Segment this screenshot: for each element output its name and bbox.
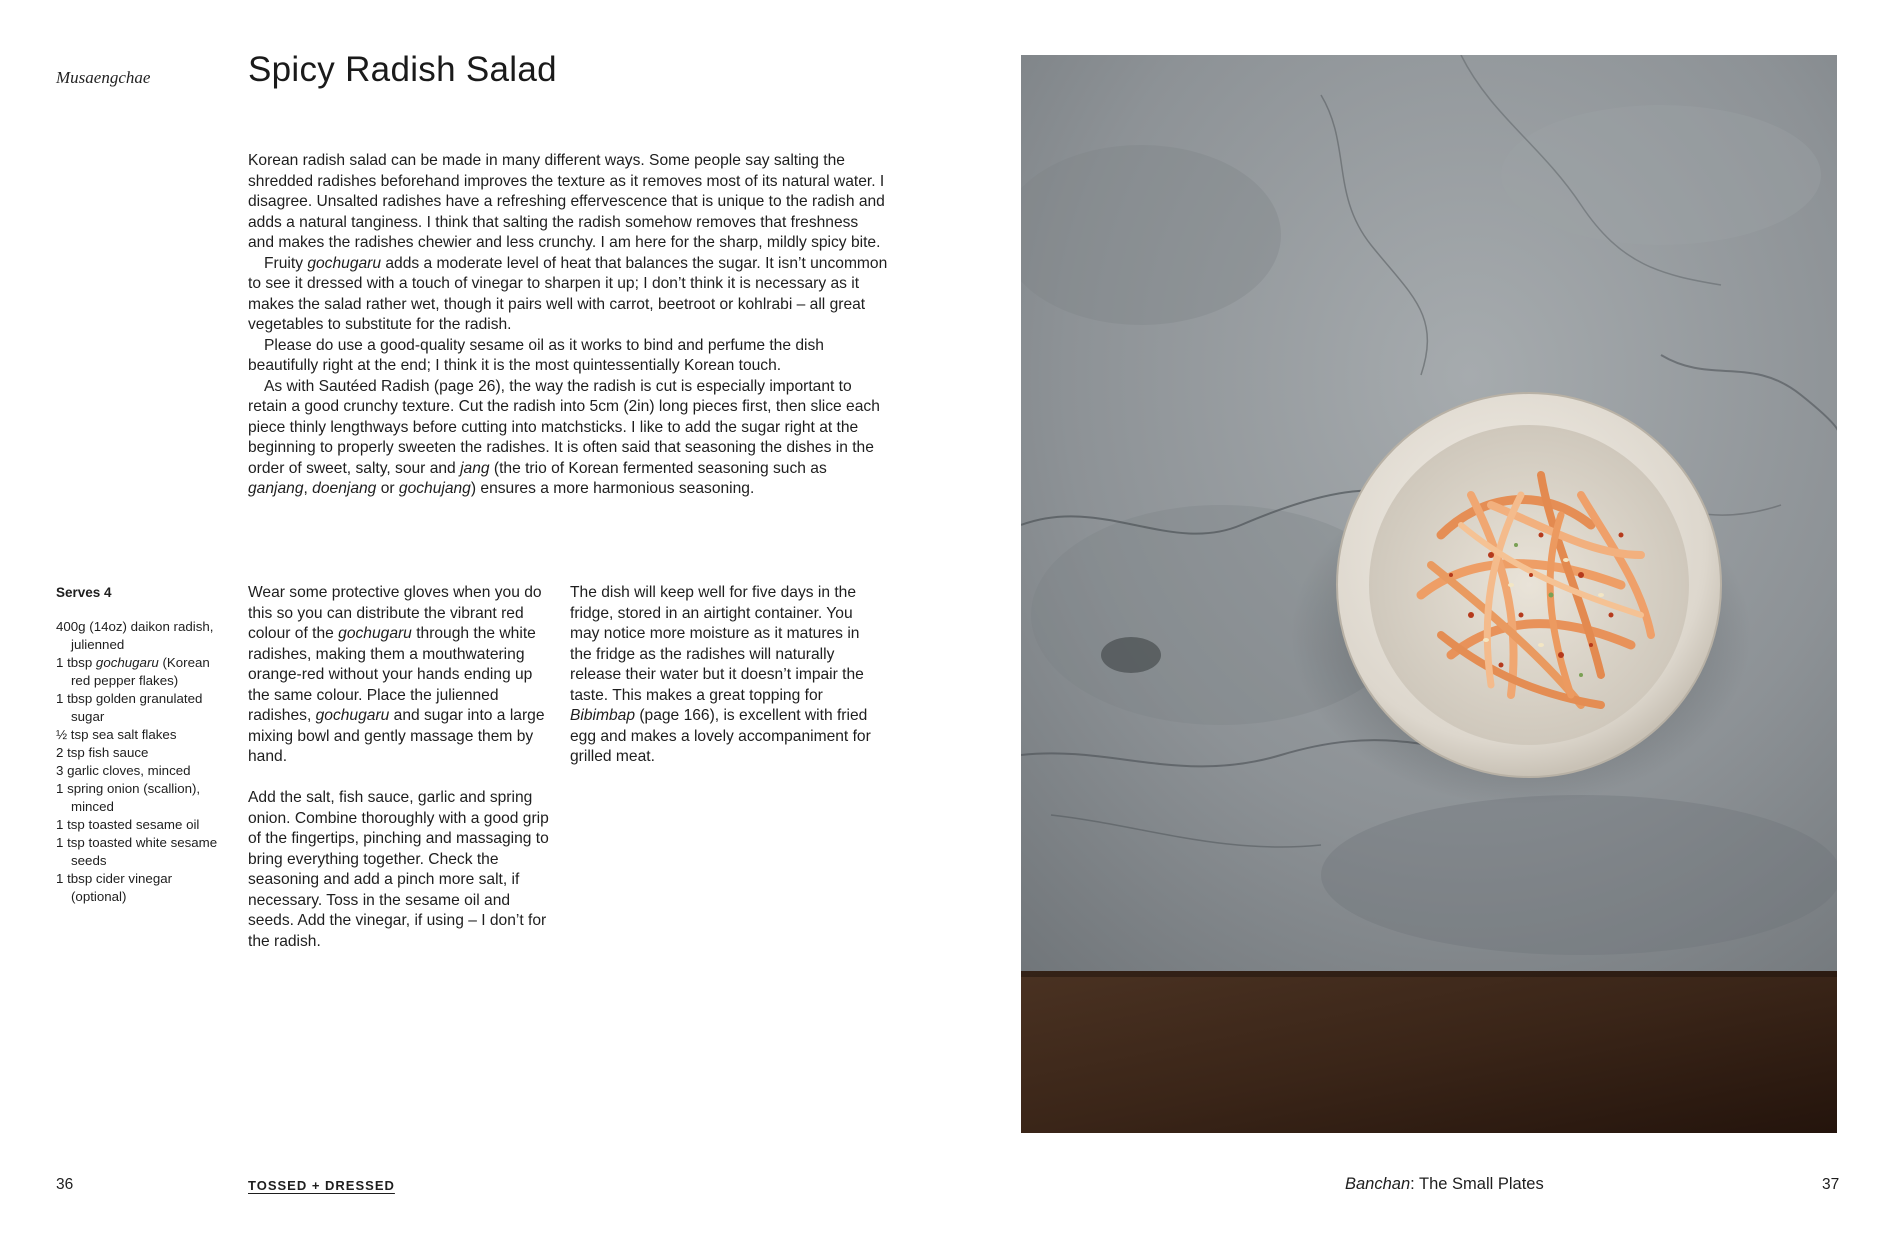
book-title [1345, 1175, 1544, 1194]
ingredient-item: 1 tbsp golden granulated sugar [56, 691, 203, 724]
serves-heading: Serves 4 [56, 585, 112, 600]
ingredient-item: 400g (14oz) daikon radish, julienned [56, 619, 214, 652]
method-paragraph: The dish will keep well for five days in the fridge, stored in an airtight container. You may notice more moisture as it matures in the fridge as the radishes will naturally release their water but it doesn’t impair the taste. This makes a great topping for Bibimbap (page 166), is excellent with fried egg and makes a lovely accompaniment for grilled meat. [570, 584, 871, 765]
ingredient-item: 2 tsp fish sauce [56, 745, 149, 760]
intro-paragraph: Korean radish salad can be made in many different ways. Some people say salting the shredded radishes beforehand improves the texture as it removes most of its natural water. I disagree. Unsalted radishes have a refreshing effervescence that is unique to the radish and adds a natural tanginess. I think that salting the radish somehow removes that freshness and makes the radishes chewier and less crunchy. I am here for the sharp, mildly spicy bite. [248, 152, 885, 251]
method-column-1 [248, 583, 558, 973]
ingredient-item: 1 spring onion (scallion), minced [56, 781, 201, 814]
method-paragraph: Add the salt, fish sauce, garlic and spring onion. Combine thoroughly with a good grip of the fingertips, pinching and massaging to bring everything together. Check the seasoning and add a pinch more salt, if necessary. Toss in the sesame oil and seeds. Add the vinegar, if using – I don’t for the radish. [248, 789, 549, 950]
page-number-right: 37 [1822, 1176, 1840, 1193]
intro-paragraph: Fruity gochugaru adds a moderate level of heat that balances the sugar. It isn’t uncommon to see it dressed with a touch of vinegar to sharpen it up; I don’t think it is necessary as it makes the salad rather wet, though it pairs well with carrot, beetroot or kohlrabi – all great vegetables to substitute for the radish. [248, 254, 888, 333]
ingredient-list [56, 618, 231, 906]
radish-salad-photo [1021, 55, 1837, 1133]
method-column-2 [570, 583, 880, 788]
page-number-left: 36 [56, 1176, 74, 1193]
recipe-korean-name: Musaengchae [56, 68, 151, 87]
method-paragraph: Wear some protective gloves when you do this so you can distribute the vibrant red colour of the gochugaru through the white radishes, making them a mouthwatering orange-red without your hands ending up the same colour. Place the julienned radishes, gochugaru and sugar into a large mixing bowl and gently massage them by hand. [248, 584, 545, 765]
ingredient-item: 3 garlic cloves, minced [56, 763, 191, 778]
book-title-rest: : The Small Plates [1410, 1175, 1544, 1193]
intro-paragraph: Please do use a good-quality sesame oil as it works to bind and perfume the dish beautifully right at the end; I think it is the most quintessentially Korean touch. [248, 336, 824, 374]
ingredient-item: ½ tsp sea salt flakes [56, 727, 177, 742]
ingredient-item: 1 tsp toasted white sesame seeds [56, 835, 218, 868]
intro-text [248, 151, 888, 500]
recipe-title: Spicy Radish Salad [248, 50, 557, 89]
book-title-italic: Banchan [1345, 1175, 1411, 1193]
ingredient-item: 1 tbsp cider vinegar (optional) [56, 871, 173, 904]
ingredient-item: 1 tsp toasted sesame oil [56, 817, 200, 832]
intro-paragraph: As with Sautéed Radish (page 26), the way the radish is cut is especially important to retain a good crunchy texture. Cut the radish into 5cm (2in) long pieces first, then slice each piece thinly lengthways before cutting into matchsticks. I like to add the sugar right at the beginning to properly sweeten the radishes. It is often said that seasoning the dishes in the order of sweet, salty, sour and jang (the trio of Korean fermented seasoning such as ganjang, doenjang or gochujang) ensures a more harmonious seasoning. [248, 377, 880, 497]
ingredient-item: 1 tbsp gochugaru (Korean red pepper flakes) [56, 655, 210, 688]
section-label: TOSSED + DRESSED [248, 1178, 395, 1193]
